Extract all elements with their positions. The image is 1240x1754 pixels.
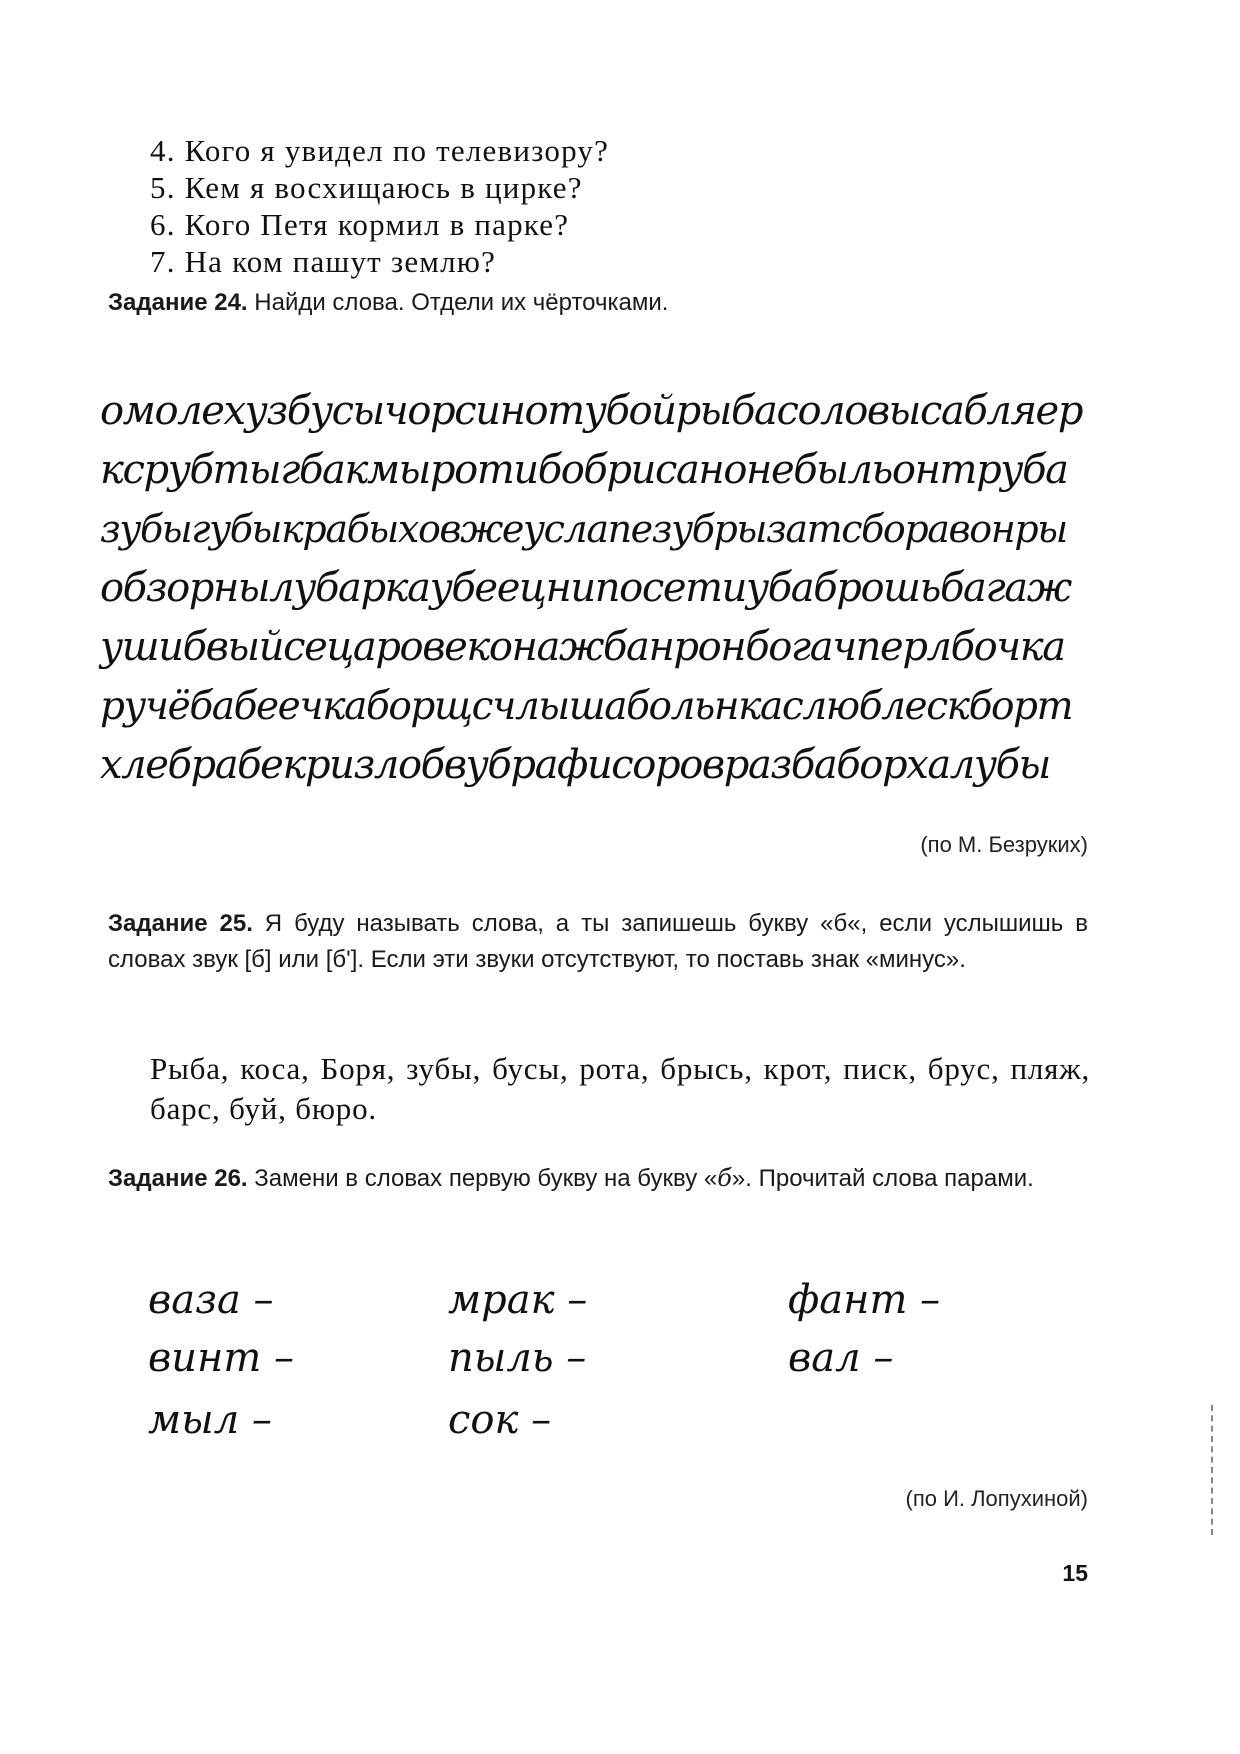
question-item: 4. Кого я увидел по телевизору? xyxy=(150,133,610,168)
cursive-line: ксрубтыгбакмыротибобрисанонебыльонтруба xyxy=(100,447,1068,493)
task-25-label: Задание 25. xyxy=(108,910,253,937)
word-pair: вал – xyxy=(788,1335,894,1381)
cursive-line: ручёбабеечкаборщсчлышабольнкаслюблескборт xyxy=(100,684,1073,729)
task-25-word-list: Рыба, коса, Боря, зубы, бусы, рота, брысь, крот, писк, брус, пляж, барс, буй, бюро. xyxy=(150,1051,1090,1126)
word-pair: винт – xyxy=(148,1335,295,1381)
word-pair: пыль – xyxy=(448,1335,587,1381)
task-26-text-after: ». Прочитай слова парами. xyxy=(731,1165,1034,1192)
task-25-text: Я буду называть слова, а ты запишешь букву «б«, если услышишь в словах звук [б] или [б']. Если эти звуки отсутствуют, то поставь знак «минус». xyxy=(108,910,1088,973)
task-26-heading xyxy=(108,1160,1088,1197)
word-pair: фант – xyxy=(788,1277,941,1323)
task-25-heading xyxy=(108,906,1088,978)
task-24-credit: (по М. Безруких) xyxy=(920,832,1088,857)
cursive-letter-grid xyxy=(100,382,1090,795)
cursive-line: обзорнылубаркаубеецнипосетиубаброшьбагаж xyxy=(100,565,1071,611)
cursive-line: хлебрабекризлобвубрафисоровразбаборхалубы xyxy=(100,742,1050,788)
page-number: 15 xyxy=(1062,1560,1088,1586)
word-pair: мрак – xyxy=(448,1277,588,1323)
task-26-label: Задание 26. xyxy=(108,1165,248,1192)
task-24-heading xyxy=(108,285,1088,321)
question-item: 7. На ком пашут землю? xyxy=(150,244,497,279)
task-24-text: Найди слова. Отдели их чёрточками. xyxy=(254,289,669,316)
cursive-line: ушибвыйсецаровеконажбанронбогачперлбочка xyxy=(100,624,1065,670)
task-25-paragraph xyxy=(108,906,1088,978)
cursive-letter-b: б xyxy=(717,1164,732,1192)
word-pair: сок – xyxy=(448,1397,552,1443)
task-26-paragraph xyxy=(108,1160,1088,1197)
word-pair: мыл – xyxy=(148,1397,272,1443)
margin-cut-line xyxy=(1211,1405,1213,1535)
question-list xyxy=(150,132,609,280)
word-pair: ваза – xyxy=(148,1277,274,1323)
question-item: 5. Кем я восхищаюсь в цирке? xyxy=(150,170,583,205)
task-26-text-before: Замени в словах первую букву на букву « xyxy=(254,1165,718,1192)
word-pairs xyxy=(148,1275,1048,1475)
task-26-credit: (по И. Лопухиной) xyxy=(905,1486,1088,1511)
task-24-label: Задание 24. xyxy=(108,289,248,316)
question-item: 6. Кого Петя кормил в парке? xyxy=(150,207,570,242)
cursive-line: омолехузбусычорсинотубойрыбасоловысабляер xyxy=(100,388,1083,434)
cursive-line: зубыгубыкрабыховжеуслапезубрызатсборавонры xyxy=(100,507,1067,551)
